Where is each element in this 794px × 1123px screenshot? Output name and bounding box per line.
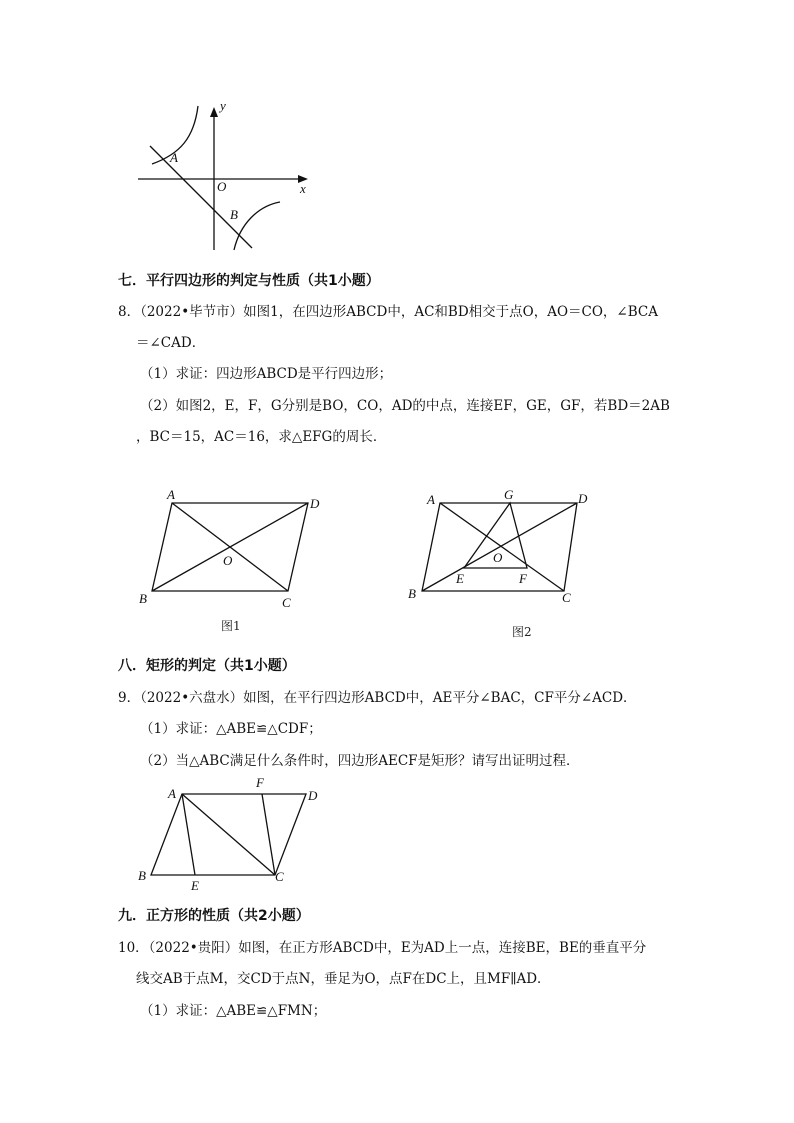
fig2-label-c: C: [562, 590, 571, 605]
fig2-label-a: A: [427, 492, 435, 507]
segment-cf: [262, 794, 275, 875]
fig3-label-f: F: [256, 775, 264, 790]
fig1-label-d: D: [310, 496, 320, 511]
fig2-caption: 图2: [512, 625, 532, 639]
q9-line1: 9．（2022•六盘水）如图，在平行四边形ABCD中，AE平分∠BAC，CF平分∠ACD．: [118, 690, 637, 706]
label-b: B: [230, 207, 238, 222]
fig3-label-e: E: [191, 878, 199, 893]
q8-part1: （1）求证：四边形ABCD是平行四边形；: [140, 366, 393, 382]
fig1-label-a: A: [167, 487, 175, 502]
label-a: A: [170, 150, 178, 165]
fig3-label-b: B: [138, 868, 146, 883]
label-x: x: [300, 181, 306, 196]
fig2-label-d: D: [578, 491, 588, 506]
figure-3: [130, 772, 330, 897]
section-heading-8: 八．矩形的判定（共1小题）: [118, 658, 296, 674]
q9-part1: （1）求证：△ABE≌△CDF；: [140, 721, 322, 737]
fig3-label-a: A: [168, 786, 176, 801]
q8-line1: 8．（2022•毕节市）如图1，在四边形ABCD中，AC和BD相交于点O，AO＝CO，∠BCA: [118, 304, 658, 320]
q10-line1: 10．（2022•贵阳）如图，在正方形ABCD中，E为AD上一点，连接BE，BE的垂直平分: [118, 940, 647, 956]
q8-part2-line2: ，BC＝15，AC＝16，求△EFG的周长．: [136, 429, 387, 445]
diagonal-ac-3: [182, 794, 275, 875]
label-y: y: [220, 98, 226, 113]
coordinate-graph: [130, 98, 320, 258]
fig2-label-f: F: [519, 571, 527, 586]
section-heading-7: 七．平行四边形的判定与性质（共1小题）: [118, 273, 380, 289]
section-heading-9: 九．正方形的性质（共2小题）: [118, 908, 310, 924]
q10-line2: 线交AB于点M，交CD于点N，垂足为O，点F在DC上，且MF∥AD．: [136, 971, 551, 987]
fig1-caption: 图1: [221, 619, 241, 633]
label-o: O: [217, 179, 227, 194]
fig1-label-o: O: [223, 553, 233, 568]
fig2-label-g: G: [504, 487, 514, 502]
figure-1: [130, 484, 330, 644]
q8-part2-line1: （2）如图2，E，F，G分别是BO，CO，AD的中点，连接EF，GE，GF，若BD＝2AB: [140, 398, 670, 414]
fig2-label-e: E: [456, 571, 464, 586]
q8-line2: ＝∠CAD．: [136, 335, 206, 351]
diagonal-bd: [152, 503, 308, 591]
diagonal-bd-2: [422, 503, 577, 591]
q9-part2: （2）当△ABC满足什么条件时，四边形AECF是矩形？请写出证明过程．: [140, 753, 580, 769]
figure-2: [402, 484, 602, 644]
segment-ae: [182, 794, 195, 875]
fig2-label-o: O: [493, 550, 503, 565]
q10-part1: （1）求证：△ABE≌△FMN；: [140, 1003, 327, 1019]
fig3-label-d: D: [308, 788, 318, 803]
fig1-label-b: B: [139, 591, 147, 606]
line-ab: [150, 146, 252, 248]
y-axis-arrow: [210, 107, 218, 117]
fig3-label-c: C: [275, 869, 284, 884]
fig1-label-c: C: [282, 595, 291, 610]
fig2-label-b: B: [408, 586, 416, 601]
hyperbola-lower-right: [234, 202, 280, 250]
